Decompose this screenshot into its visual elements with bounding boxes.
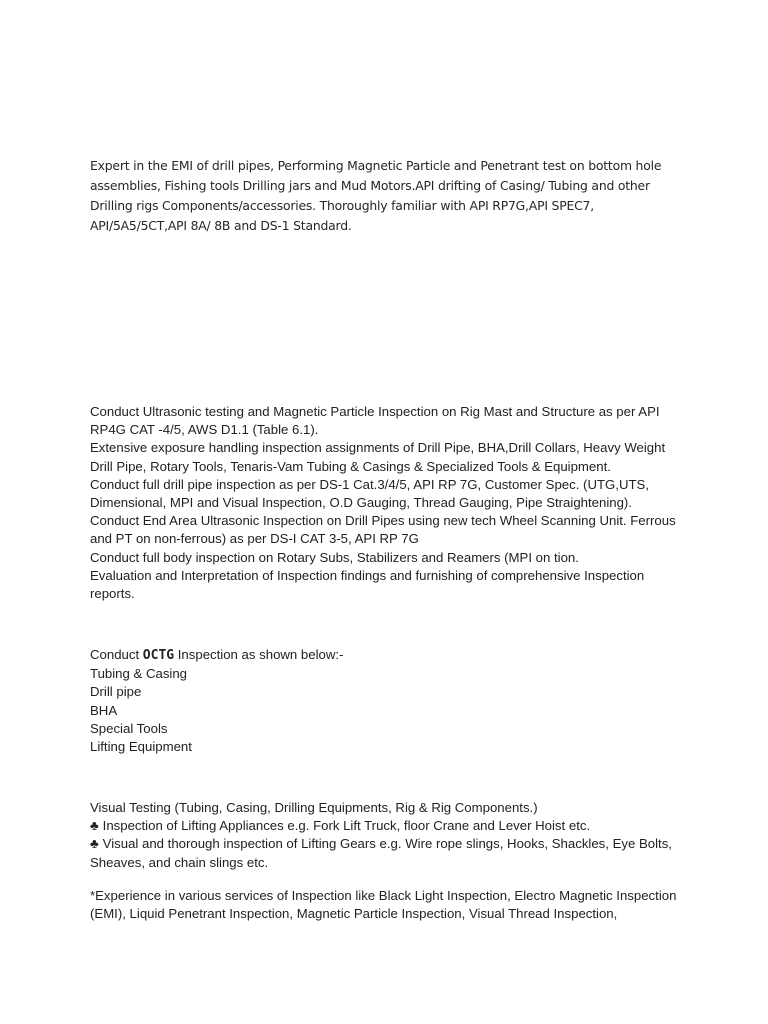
visual-bullet: [90, 835, 690, 871]
visual-bullet: [90, 817, 690, 835]
experience-paragraph: *Experience in various services of Inspection like Black Light Inspection, Electro Magnetic Inspection (EMI), Liquid Penetrant Inspection, Magnetic Particle Inspection, Visual Thread Inspection,: [90, 888, 677, 922]
intro-section: [90, 156, 690, 236]
duty-line: Conduct Ultrasonic testing and Magnetic Particle Inspection on Rig Mast and Structure as per API RP4G CAT -4/5, AWS D1.1 (Table 6.1).: [90, 404, 660, 438]
octg-lead-bold: OCTG: [142, 648, 175, 663]
duty-line: Extensive exposure handling inspection assignments of Drill Pipe, BHA,Drill Collars, Heavy Weight Drill Pipe, Rotary Tools, Tenaris-Vam Tubing & Casings & Specialized Tools & Equipment.: [90, 440, 666, 474]
duty-line: Conduct full body inspection on Rotary Subs, Stabilizers and Reamers (MPI on tion.: [90, 549, 579, 565]
club-bullet-icon: ♣: [90, 818, 99, 834]
octg-item: BHA: [90, 702, 118, 718]
visual-heading: Visual Testing (Tubing, Casing, Drilling Equipments, Rig & Rig Components.): [90, 800, 538, 815]
visual-bullet-text: Inspection of Lifting Appliances e.g. Fork Lift Truck, floor Crane and Lever Hoist etc.: [102, 818, 591, 834]
visual-testing-section: [90, 799, 690, 872]
duty-line: Evaluation and Interpretation of Inspection findings and furnishing of comprehensive Inspection reports.: [90, 567, 645, 602]
duty-line: Conduct End Area Ultrasonic Inspection on Drill Pipes using new tech Wheel Scanning Unit. Ferrous and PT on non-ferrous) as per DS-I CAT 3-5, API RP 7G: [90, 513, 676, 547]
octg-item: Special Tools: [90, 720, 168, 736]
octg-lead: [90, 646, 690, 665]
octg-item: Drill pipe: [90, 684, 142, 700]
duty-line: Conduct full drill pipe inspection as per DS-1 Cat.3/4/5, API RP 7G, Customer Spec. (UTG,UTS, Dimensional, MPI and Visual Inspection, O.D Gauging, Thread Gauging, Pipe Straightening).: [90, 476, 649, 511]
octg-section: [90, 646, 690, 756]
experience-section: [90, 887, 690, 923]
octg-item: Tubing & Casing: [90, 666, 188, 682]
visual-bullet-text: Visual and thorough inspection of Lifting Gears e.g. Wire rope slings, Hooks, Shackles, Eye Bolts, Sheaves, and chain slings etc.: [90, 836, 672, 870]
club-bullet-icon: ♣: [90, 836, 99, 852]
octg-lead-prefix: Conduct: [90, 647, 143, 662]
octg-lead-suffix: Inspection as shown below:-: [174, 647, 344, 662]
duties-section: [90, 403, 690, 603]
octg-item: Lifting Equipment: [90, 739, 192, 755]
intro-paragraph: Expert in the EMI of drill pipes, Performing Magnetic Particle and Penetrant test on bottom hole assemblies, Fishing tools Drilling jars and Mud Motors.API drifting of Casing/ Tubing and other Drilling rigs Components/accessories. Thoroughly familiar with API RP7G,API SPEC7, API/5A5/5CT,API 8A/ 8B and DS-1 Standard.: [90, 158, 662, 233]
